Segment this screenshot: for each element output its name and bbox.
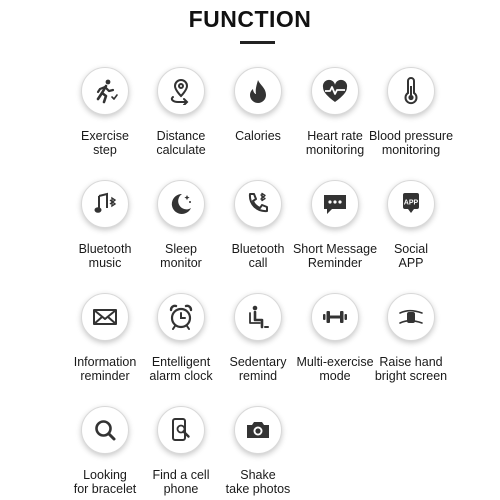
function-label: Blood pressure monitoring (368, 129, 454, 157)
search-ring-icon (81, 406, 129, 454)
function-raise-hand (361, 293, 461, 383)
function-label: Heart rate monitoring (305, 129, 365, 157)
svg-text:APP: APP (403, 199, 419, 207)
page-title: FUNCTION (188, 6, 312, 32)
function-label: Find a cell phone (152, 468, 210, 496)
function-label: Bluetooth call (231, 242, 285, 270)
wrist-band-icon (387, 293, 435, 341)
function-label: Social APP (393, 242, 429, 270)
function-social-app (361, 180, 461, 270)
moon-stars-icon (157, 180, 205, 228)
chat-bubble-icon (311, 180, 359, 228)
envelope-icon (81, 293, 129, 341)
heart-pulse-icon (311, 67, 359, 115)
function-label: Calories (235, 129, 281, 143)
app-badge-icon (387, 180, 435, 228)
function-label: Raise hand bright screen (374, 355, 448, 383)
function-label: Shake take photos (225, 468, 291, 496)
function-label: Sleep monitor (160, 242, 202, 270)
function-label: Information reminder (73, 355, 137, 383)
title-underline (240, 41, 275, 44)
music-note-bluetooth-icon (81, 180, 129, 228)
function-label: Sedentary remind (229, 355, 287, 383)
phone-bluetooth-icon (234, 180, 282, 228)
function-label: Short Message Reminder (292, 242, 378, 270)
thermometer-icon (387, 67, 435, 115)
function-blood-pressure (361, 67, 461, 157)
phone-search-icon (157, 406, 205, 454)
function-label: Entelligent alarm clock (149, 355, 213, 383)
function-label: Bluetooth music (78, 242, 132, 270)
function-label: Distance calculate (156, 129, 206, 157)
running-icon (81, 67, 129, 115)
flame-icon (234, 67, 282, 115)
function-label: Multi-exercise mode (296, 355, 374, 383)
route-pin-icon (157, 67, 205, 115)
dumbbell-icon (311, 293, 359, 341)
alarm-clock-icon (157, 293, 205, 341)
function-shake-photos (208, 406, 308, 496)
seated-person-icon (234, 293, 282, 341)
function-label: Looking for bracelet (73, 468, 137, 496)
camera-icon (234, 406, 282, 454)
function-label: Exercise step (81, 129, 129, 157)
